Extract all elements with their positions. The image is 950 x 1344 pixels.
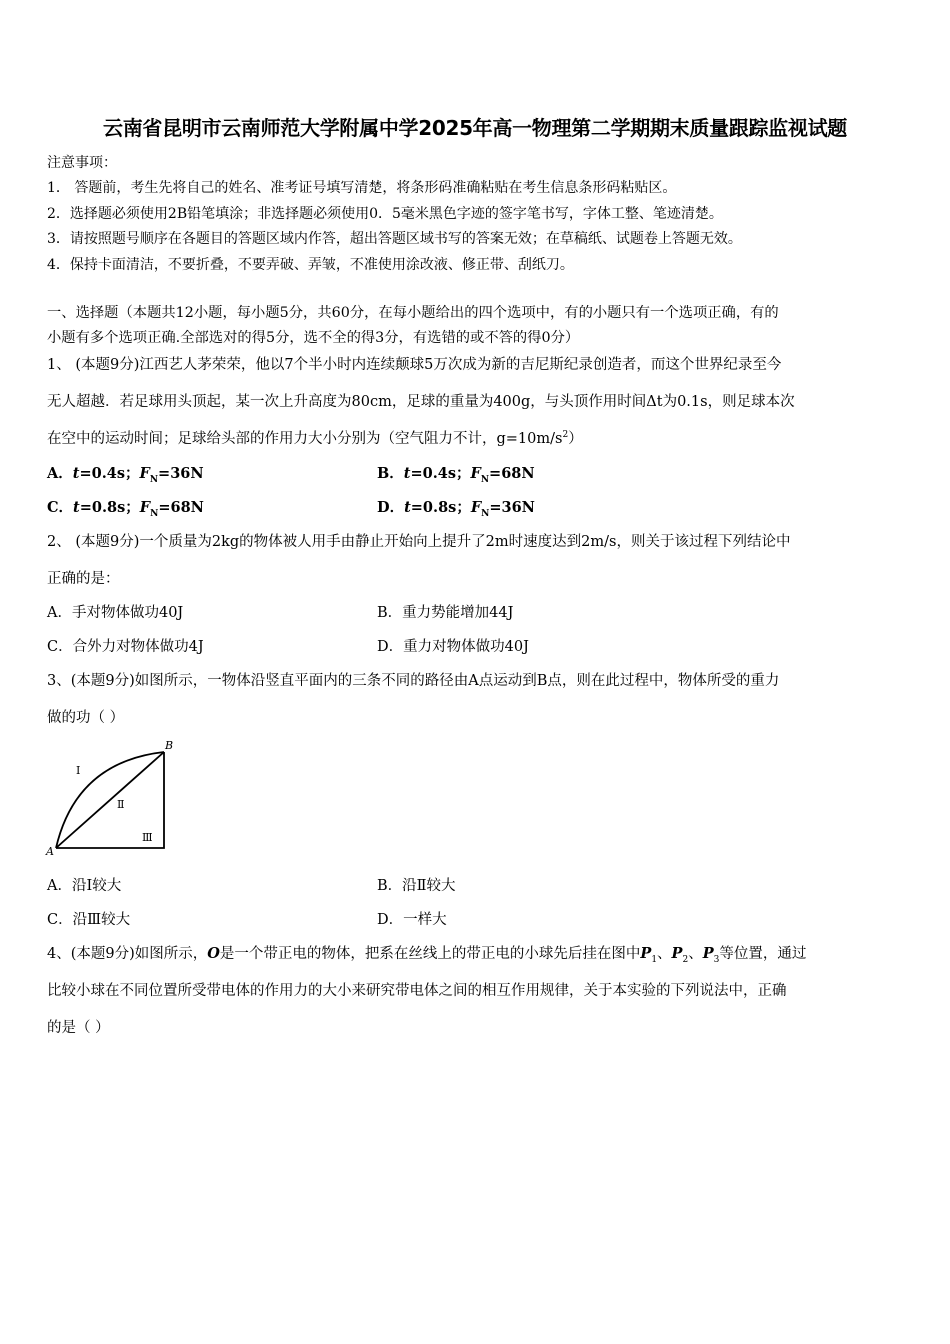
q1-option-c[interactable]: C．t=0.8s；$F_N=68N$: [47, 499, 204, 519]
notice-item-1: 1． 答题前，考生先将自己的姓名、准考证号填写清楚，将条形码准确粘贴在考生信息条形码粘贴区。: [47, 180, 677, 196]
q3-option-a[interactable]: A．沿Ⅰ较大: [47, 878, 122, 894]
notice-heading: 注意事项：: [47, 155, 117, 171]
path-ii-label: Ⅱ: [117, 798, 125, 811]
point-b-label: B: [165, 739, 174, 752]
point-a-label: A: [46, 845, 54, 858]
page-title: 云南省昆明市云南师范大学附属中学2025年高一物理第二学期期末质量跟踪监视试题: [103, 116, 847, 140]
q2-option-d[interactable]: D．重力对物体做功40J: [377, 639, 529, 655]
question-4-line1: 4、(本题9分)如图所示，O是一个带正电的物体，把系在丝线上的带正电的小球先后挂在图中$P_1$、$P_2$、$P_3$等位置，通过: [47, 945, 807, 965]
section-instructions-line1: 一、选择题（本题共12小题，每小题5分，共60分，在每小题给出的四个选项中，有的小题只有一个选项正确，有的: [47, 305, 779, 321]
path-diagram: [40, 734, 190, 859]
q1-option-a[interactable]: A．t=0.4s；$F_N=36N$: [47, 465, 204, 485]
path-iii-label: Ⅲ: [142, 831, 153, 844]
q2-option-b[interactable]: B．重力势能增加44J: [377, 605, 514, 621]
path-i-label: Ⅰ: [76, 764, 81, 777]
section-instructions-line2: 小题有多个选项正确.全部选对的得5分，选不全的得3分，有选错的或不答的得0分）: [47, 330, 580, 346]
question-3-line2: 做的功（ ）: [47, 710, 125, 726]
question-1-line3: 在空中的运动时间；足球给头部的作用力大小分别为（空气阻力不计，$g=10m/s^2$）: [47, 430, 583, 447]
q2-option-c[interactable]: C．合外力对物体做功4J: [47, 639, 204, 655]
notice-item-2: 2．选择题必须使用2B铅笔填涂；非选择题必须使用0．5毫米黑色字迹的签字笔书写，字体工整、笔迹清楚。: [47, 206, 723, 222]
question-2-line1: 2、 (本题9分)一个质量为2kg的物体被人用手由静止开始向上提升了2m时速度达到2m/s，则关于该过程下列结论中: [47, 534, 791, 550]
q2-option-a[interactable]: A．手对物体做功40J: [47, 605, 184, 621]
notice-item-3: 3．请按照题号顺序在各题目的答题区域内作答，超出答题区域书写的答案无效；在草稿纸、试题卷上答题无效。: [47, 231, 742, 247]
notice-item-4: 4．保持卡面清洁，不要折叠，不要弄破、弄皱，不准使用涂改液、修正带、刮纸刀。: [47, 257, 574, 273]
question-2-line2: 正确的是：: [47, 571, 120, 587]
q3-option-c[interactable]: C．沿Ⅲ较大: [47, 912, 131, 928]
question-4-line2: 比较小球在不同位置所受带电体的作用力的大小来研究带电体之间的相互作用规律，关于本实验的下列说法中，正确: [47, 983, 787, 999]
question-3-line1: 3、(本题9分)如图所示，一物体沿竖直平面内的三条不同的路径由A点运动到B点，则在此过程中，物体所受的重力: [47, 673, 780, 689]
q1-option-d[interactable]: D．t=0.8s；$F_N=36N$: [377, 499, 535, 519]
q1-option-b[interactable]: B．t=0.4s；$F_N=68N$: [377, 465, 535, 485]
question-4-line3: 的是（ ）: [47, 1020, 110, 1036]
q3-option-d[interactable]: D．一样大: [377, 912, 447, 928]
q3-option-b[interactable]: B．沿Ⅱ较大: [377, 878, 456, 894]
question-1-line2: 无人超越．若足球用头顶起，某一次上升高度为80cm，足球的重量为400g，与头顶作用时间Δt为0.1s，则足球本次: [47, 394, 795, 410]
question-1-line1: 1、 (本题9分)江西艺人茅荣荣，他以7个半小时内连续颠球5万次成为新的吉尼斯纪录创造者，而这个世界纪录至今: [47, 357, 782, 373]
